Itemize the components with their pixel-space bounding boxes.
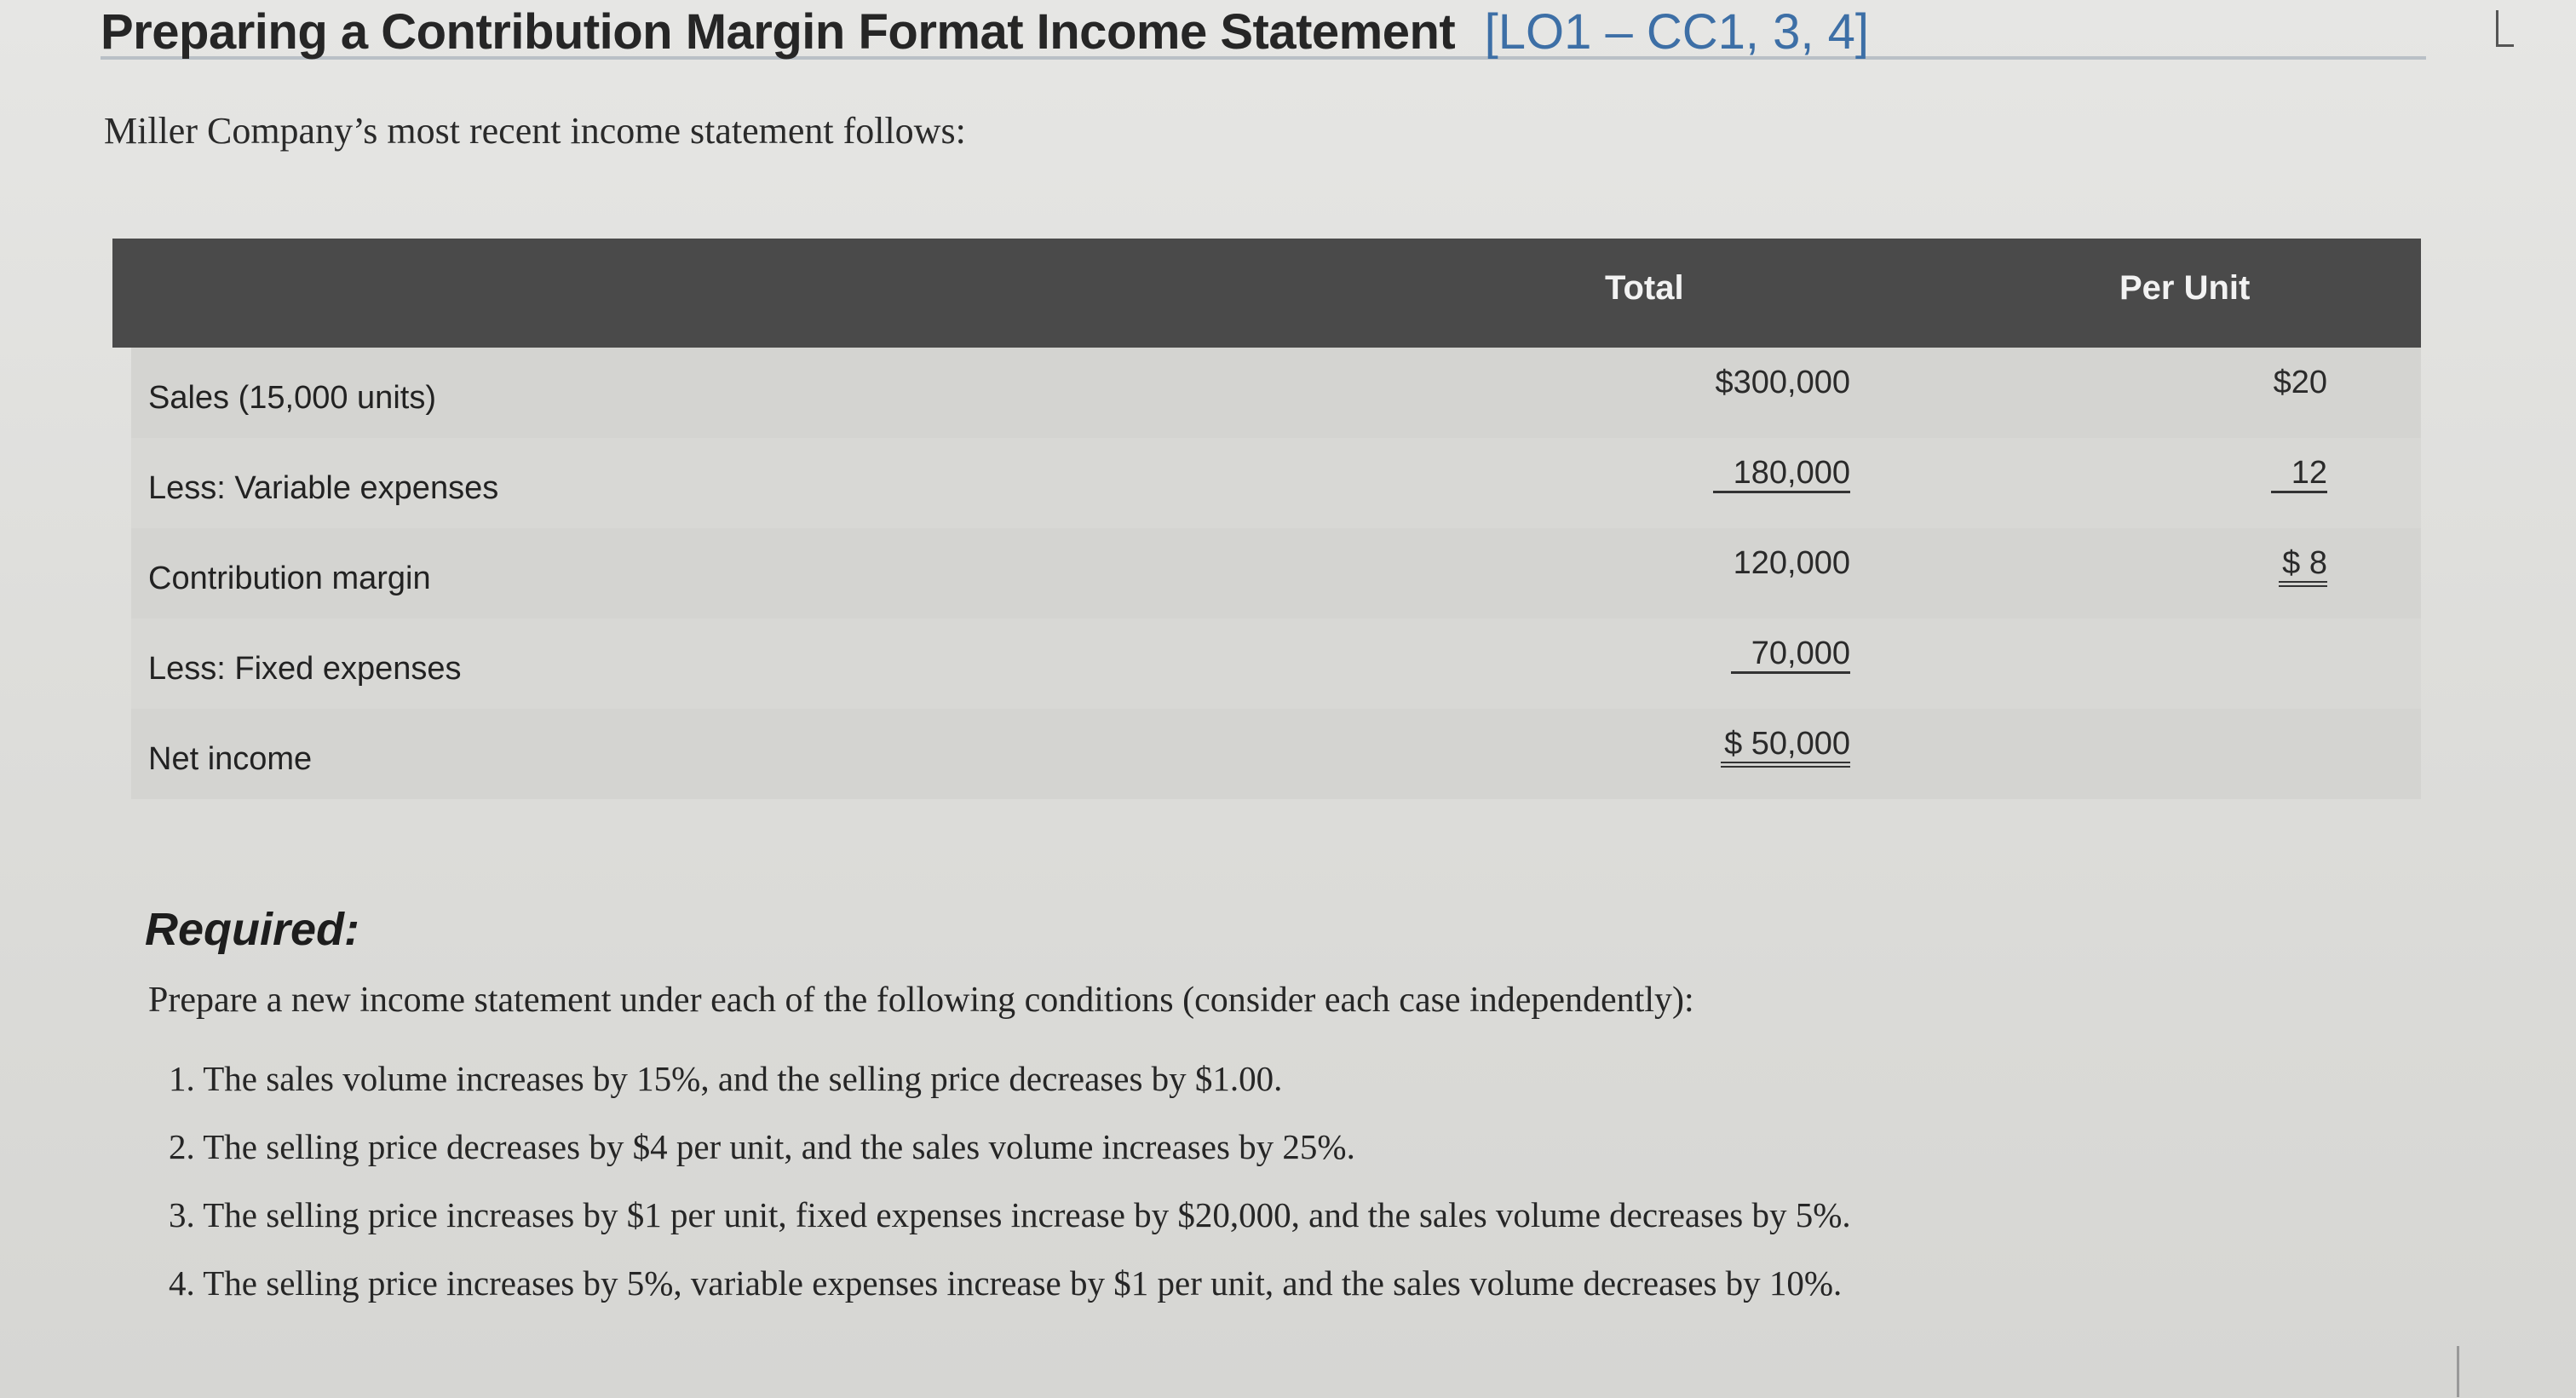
page-title: Preparing a Contribution Margin Format Income Statement xyxy=(101,4,1456,60)
row-label: Less: Variable expenses xyxy=(148,470,499,506)
condition-item: 2. The selling price decreases by $4 per unit, and the sales volume increases by 25%. xyxy=(169,1127,1355,1166)
table-header xyxy=(112,239,2421,348)
row-label: Net income xyxy=(148,741,313,777)
income-statement-table xyxy=(112,239,2421,801)
per-unit-value: $20 xyxy=(2273,365,2327,400)
learning-objectives: [LO1 – CC1, 3, 4] xyxy=(1484,4,1870,60)
corner-bracket-icon xyxy=(2496,10,2514,47)
header-total: Total xyxy=(1605,269,1684,307)
total-value: 70,000 xyxy=(1537,636,1850,672)
table-row xyxy=(131,618,2421,709)
row-label: Contribution margin xyxy=(148,561,431,596)
row-label: Less: Fixed expenses xyxy=(148,651,462,687)
per-unit-value: $ 8 xyxy=(2090,545,2327,582)
header-per-unit: Per Unit xyxy=(2119,269,2251,307)
required-heading: Required: xyxy=(145,904,360,955)
total-value: $300,000 xyxy=(1715,365,1850,400)
per-unit-value: 12 xyxy=(2090,455,2327,492)
required-instruction: Prepare a new income statement under each of the following conditions (consider each case independently): xyxy=(148,981,1694,1020)
table-body xyxy=(131,348,2421,1043)
screen-edge-divider xyxy=(2457,1346,2459,1397)
page-heading xyxy=(101,3,2426,60)
condition-item: 4. The selling price increases by 5%, variable expenses increase by $1 per unit, and the sales volume decreases by 10%. xyxy=(169,1263,1843,1303)
row-label: Sales (15,000 units) xyxy=(148,380,436,416)
table-row xyxy=(131,709,2421,799)
conditions-list xyxy=(169,1053,1851,1326)
condition-item: 1. The sales volume increases by 15%, and the selling price decreases by $1.00. xyxy=(169,1059,1283,1098)
condition-item: 3. The selling price increases by $1 per unit, fixed expenses increase by $20,000, and the sales volume decreases by 5%. xyxy=(169,1195,1851,1234)
table-row xyxy=(131,348,2421,438)
table-row xyxy=(131,528,2421,618)
total-value: 120,000 xyxy=(1733,545,1850,581)
table-row xyxy=(131,438,2421,528)
total-value: $ 50,000 xyxy=(1537,726,1850,762)
intro-text: Miller Company’s most recent income statement follows: xyxy=(104,110,966,152)
total-value: 180,000 xyxy=(1537,455,1850,492)
